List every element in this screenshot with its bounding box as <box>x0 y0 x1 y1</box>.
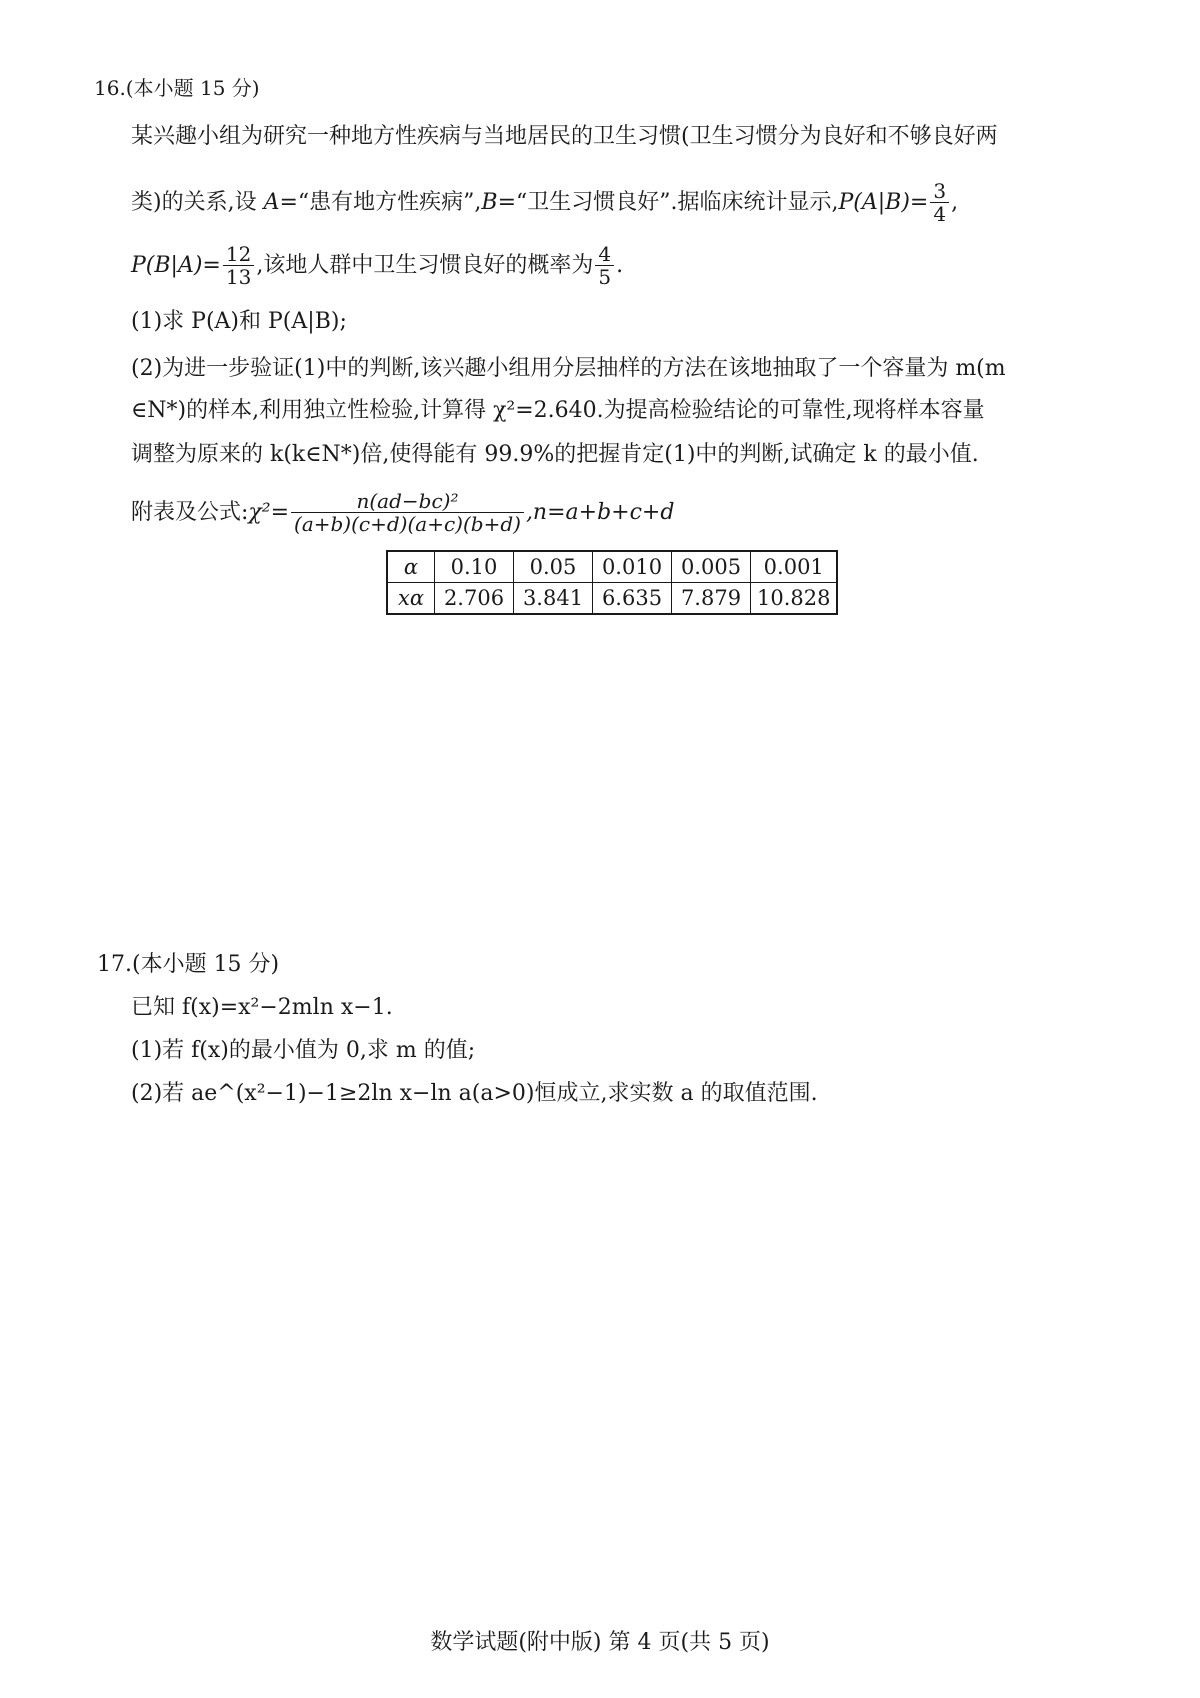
table-header-x-alpha: xα <box>387 583 435 615</box>
chi-square-symbol: χ²= <box>248 500 290 525</box>
prob-a-given-not-b: P(A|B)= <box>838 190 929 215</box>
table-cell: 0.05 <box>514 551 593 583</box>
fraction-three-quarters: $\frac{3}{4}$ <box>930 180 949 226</box>
page-footer: 数学试题(附中版) 第 4 页(共 5 页) <box>430 1630 770 1655</box>
q16-stem-line1: 某兴趣小组为研究一种地方性疾病与当地居民的卫生习惯(卫生习惯分为良好和不够良好两 <box>131 124 998 149</box>
table-cell: 10.828 <box>751 583 838 615</box>
q16-header: 16.(本小题 15 分) <box>94 76 260 100</box>
chi-square-fraction <box>291 490 524 536</box>
q16-stem-line3: P(B|A)= $\frac{12}{13}$ ,该地人群中卫生习惯良好的概率为 $\frac{4}{5}$ . <box>131 242 624 289</box>
prob-b-given-not-a: P(B|A)= <box>131 253 221 278</box>
q17-part1: (1)若 f(x)的最小值为 0,求 m 的值; <box>131 1038 476 1063</box>
table-row-x-alpha <box>387 583 837 615</box>
table-cell: 6.635 <box>593 583 672 615</box>
table-cell: 0.001 <box>751 551 838 583</box>
table-cell: 7.879 <box>672 583 751 615</box>
formula-label: 附表及公式: <box>131 500 249 525</box>
q16-stem-text: ,该地人群中卫生习惯良好的概率为 <box>256 253 594 278</box>
table-cell: 2.706 <box>435 583 514 615</box>
q16-stem-line2: 类)的关系,设 A=“患有地方性疾病”,B=“卫生习惯良好”.据临床统计显示,P(A|B)= $\frac{3}{4}$ , <box>131 179 959 226</box>
q17-part2: (2)若 ae^(x²−1)−1≥2ln x−ln a(a>0)恒成立,求实数 a 的取值范围. <box>131 1081 818 1106</box>
q17-header: 17.(本小题 15 分) <box>97 952 280 977</box>
table-cell: 0.10 <box>435 551 514 583</box>
q16-formula <box>131 490 674 536</box>
q16-part2-line1: (2)为进一步验证(1)中的判断,该兴趣小组用分层抽样的方法在该地抽取了一个容量为 m(m <box>131 356 1006 381</box>
table-cell: 3.841 <box>514 583 593 615</box>
event-a: A <box>263 190 280 215</box>
critical-value-table <box>386 550 838 615</box>
formula-n-definition: ,n=a+b+c+d <box>525 500 675 525</box>
fraction-twelve-thirteenths: $\frac{12}{13}$ <box>223 243 254 289</box>
event-b: B <box>481 190 498 215</box>
table-cell: 0.005 <box>672 551 751 583</box>
q16-part1: (1)求 P(A)和 P(A|B); <box>131 309 347 334</box>
q16-stem-text: 类)的关系,设 <box>131 190 264 215</box>
table-header-alpha: α <box>387 551 435 583</box>
q17-stem: 已知 f(x)=x²−2mln x−1. <box>131 995 393 1020</box>
fraction-four-fifths: $\frac{4}{5}$ <box>595 243 614 289</box>
formula-denominator: (a+b)(c+d)(a+c)(b+d) <box>291 512 524 536</box>
formula-numerator: n(ad−bc)² <box>356 489 459 513</box>
q16-stem-text: =“卫生习惯良好”.据临床统计显示, <box>497 190 839 215</box>
q16-part2-line2: ∈N*)的样本,利用独立性检验,计算得 χ²=2.640.为提高检验结论的可靠性,现将样本容量 <box>131 398 985 423</box>
q16-stem-text: =“患有地方性疾病”, <box>279 190 482 215</box>
q16-part2-line3: 调整为原来的 k(k∈N*)倍,使得能有 99.9%的把握肯定(1)中的判断,试确定 k 的最小值. <box>131 442 979 467</box>
table-row-alpha <box>387 551 837 583</box>
table-cell: 0.010 <box>593 551 672 583</box>
